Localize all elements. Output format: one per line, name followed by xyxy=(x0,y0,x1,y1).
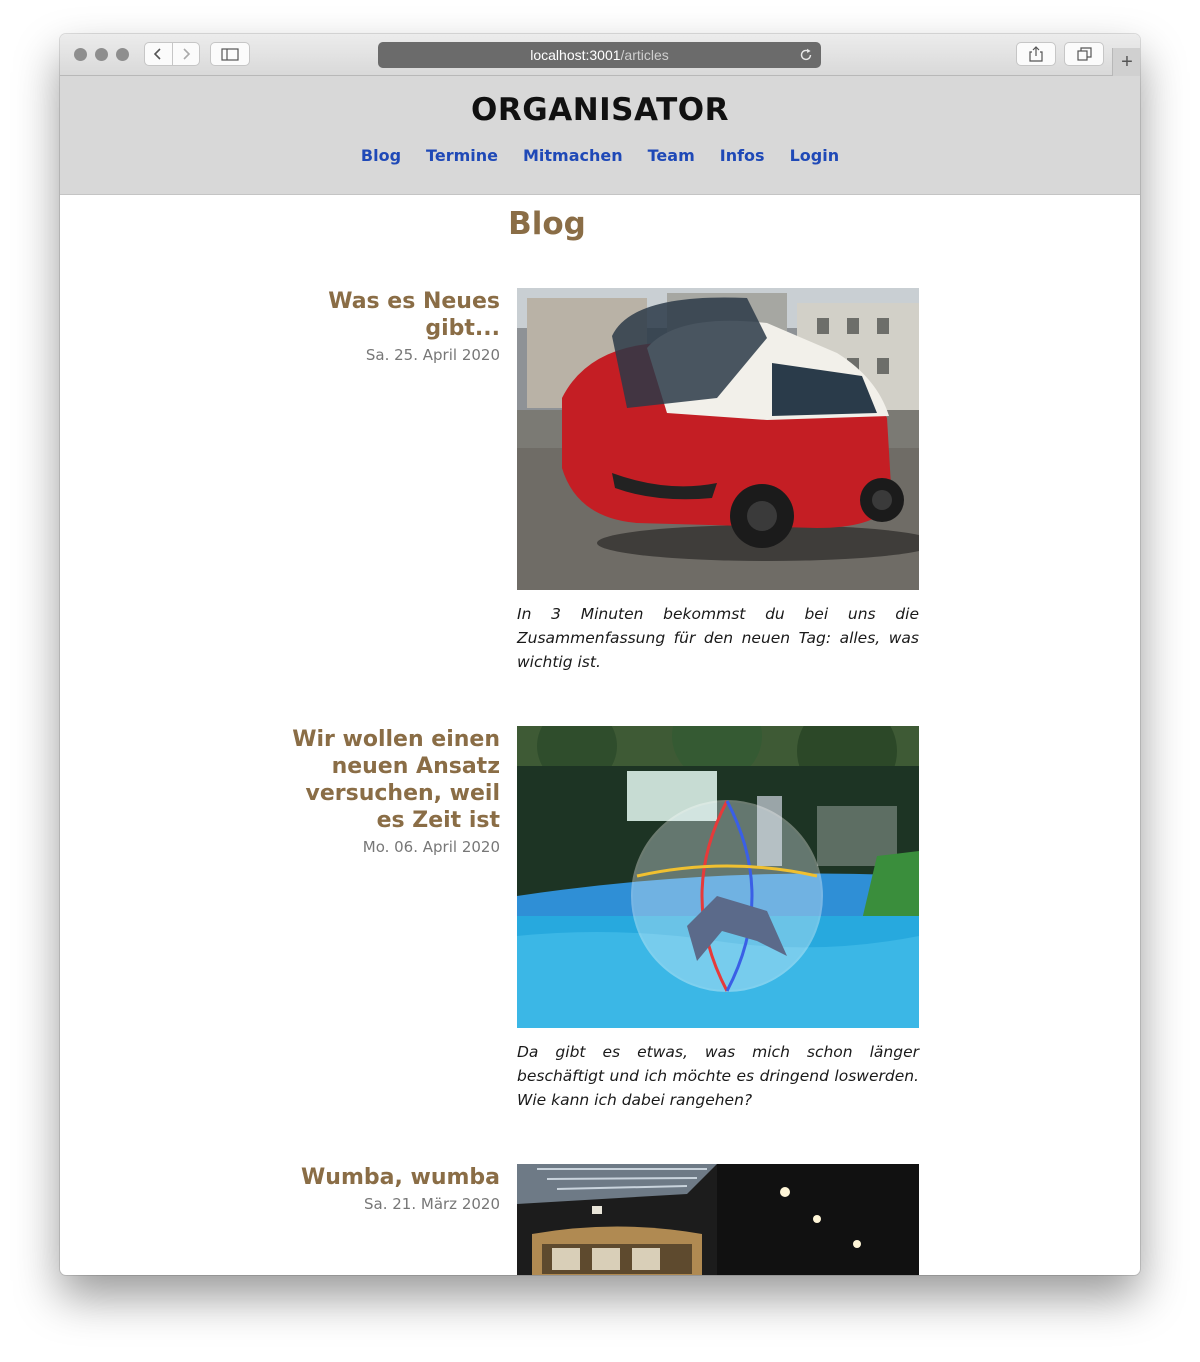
article-title[interactable]: Was es Neues gibt... xyxy=(328,289,500,341)
sidebar-icon xyxy=(221,48,239,61)
history-navigation xyxy=(144,42,200,66)
new-tab-button[interactable] xyxy=(1112,48,1140,76)
nav-link-infos[interactable]: Infos xyxy=(719,146,765,165)
nav-link-termine[interactable]: Termine xyxy=(426,146,498,165)
page-title: Blog xyxy=(508,206,586,242)
article-title[interactable]: Wir wollen einen neuen Ansatz versuchen, weil es Zeit ist xyxy=(292,727,500,833)
nav-link-team[interactable]: Team xyxy=(647,146,695,165)
reload-button[interactable] xyxy=(797,46,815,64)
minimize-window-button[interactable] xyxy=(95,48,108,61)
microcar-photo xyxy=(517,288,919,590)
nav-link-login[interactable]: Login xyxy=(789,146,840,165)
nav-link-blog[interactable]: Blog xyxy=(360,146,402,165)
water-ball-photo xyxy=(517,726,919,1028)
article-excerpt: In 3 Minuten bekommst du bei uns die Zusammenfassung für den neuen Tag: alles, was wichtig ist. xyxy=(517,605,919,671)
address-bar[interactable] xyxy=(378,42,821,68)
article-image[interactable] xyxy=(517,1164,919,1275)
article-image[interactable] xyxy=(517,726,919,1028)
url-host: localhost:3001 xyxy=(530,47,621,63)
close-window-button[interactable] xyxy=(74,48,87,61)
article-date: Sa. 21. März 2020 xyxy=(364,1195,500,1213)
article-title[interactable]: Wumba, wumba xyxy=(301,1165,500,1190)
zoom-window-button[interactable] xyxy=(116,48,129,61)
chevron-left-icon xyxy=(153,47,163,61)
article-excerpt: Da gibt es etwas, was mich schon länger beschäftigt und ich möchte es dringend loswerden. Wie kann ich dabei rangehen? xyxy=(517,1043,919,1109)
share-button[interactable] xyxy=(1016,42,1056,66)
reload-icon xyxy=(799,48,813,62)
main-navigation xyxy=(60,146,1140,165)
url-path: /articles xyxy=(620,47,669,63)
tabs-icon xyxy=(1077,47,1092,61)
share-icon xyxy=(1029,46,1043,62)
show-tabs-button[interactable] xyxy=(1064,42,1104,66)
article-meta xyxy=(286,288,500,364)
article-meta xyxy=(286,1164,500,1213)
forward-button[interactable] xyxy=(172,43,199,65)
article-image[interactable] xyxy=(517,288,919,590)
article-date: Sa. 25. April 2020 xyxy=(365,346,500,364)
article-date: Mo. 06. April 2020 xyxy=(362,838,500,856)
tram-depot-photo xyxy=(517,1164,919,1275)
back-button[interactable] xyxy=(145,43,172,65)
site-title[interactable]: ORGANISATOR xyxy=(471,92,729,128)
browser-window xyxy=(60,34,1140,1275)
chevron-right-icon xyxy=(181,47,191,61)
plus-icon: + xyxy=(1121,50,1133,73)
site-header xyxy=(60,76,1140,195)
nav-link-mitmachen[interactable]: Mitmachen xyxy=(522,146,623,165)
article-meta xyxy=(286,726,500,856)
sidebar-button[interactable] xyxy=(210,42,250,66)
browser-toolbar xyxy=(60,34,1140,76)
